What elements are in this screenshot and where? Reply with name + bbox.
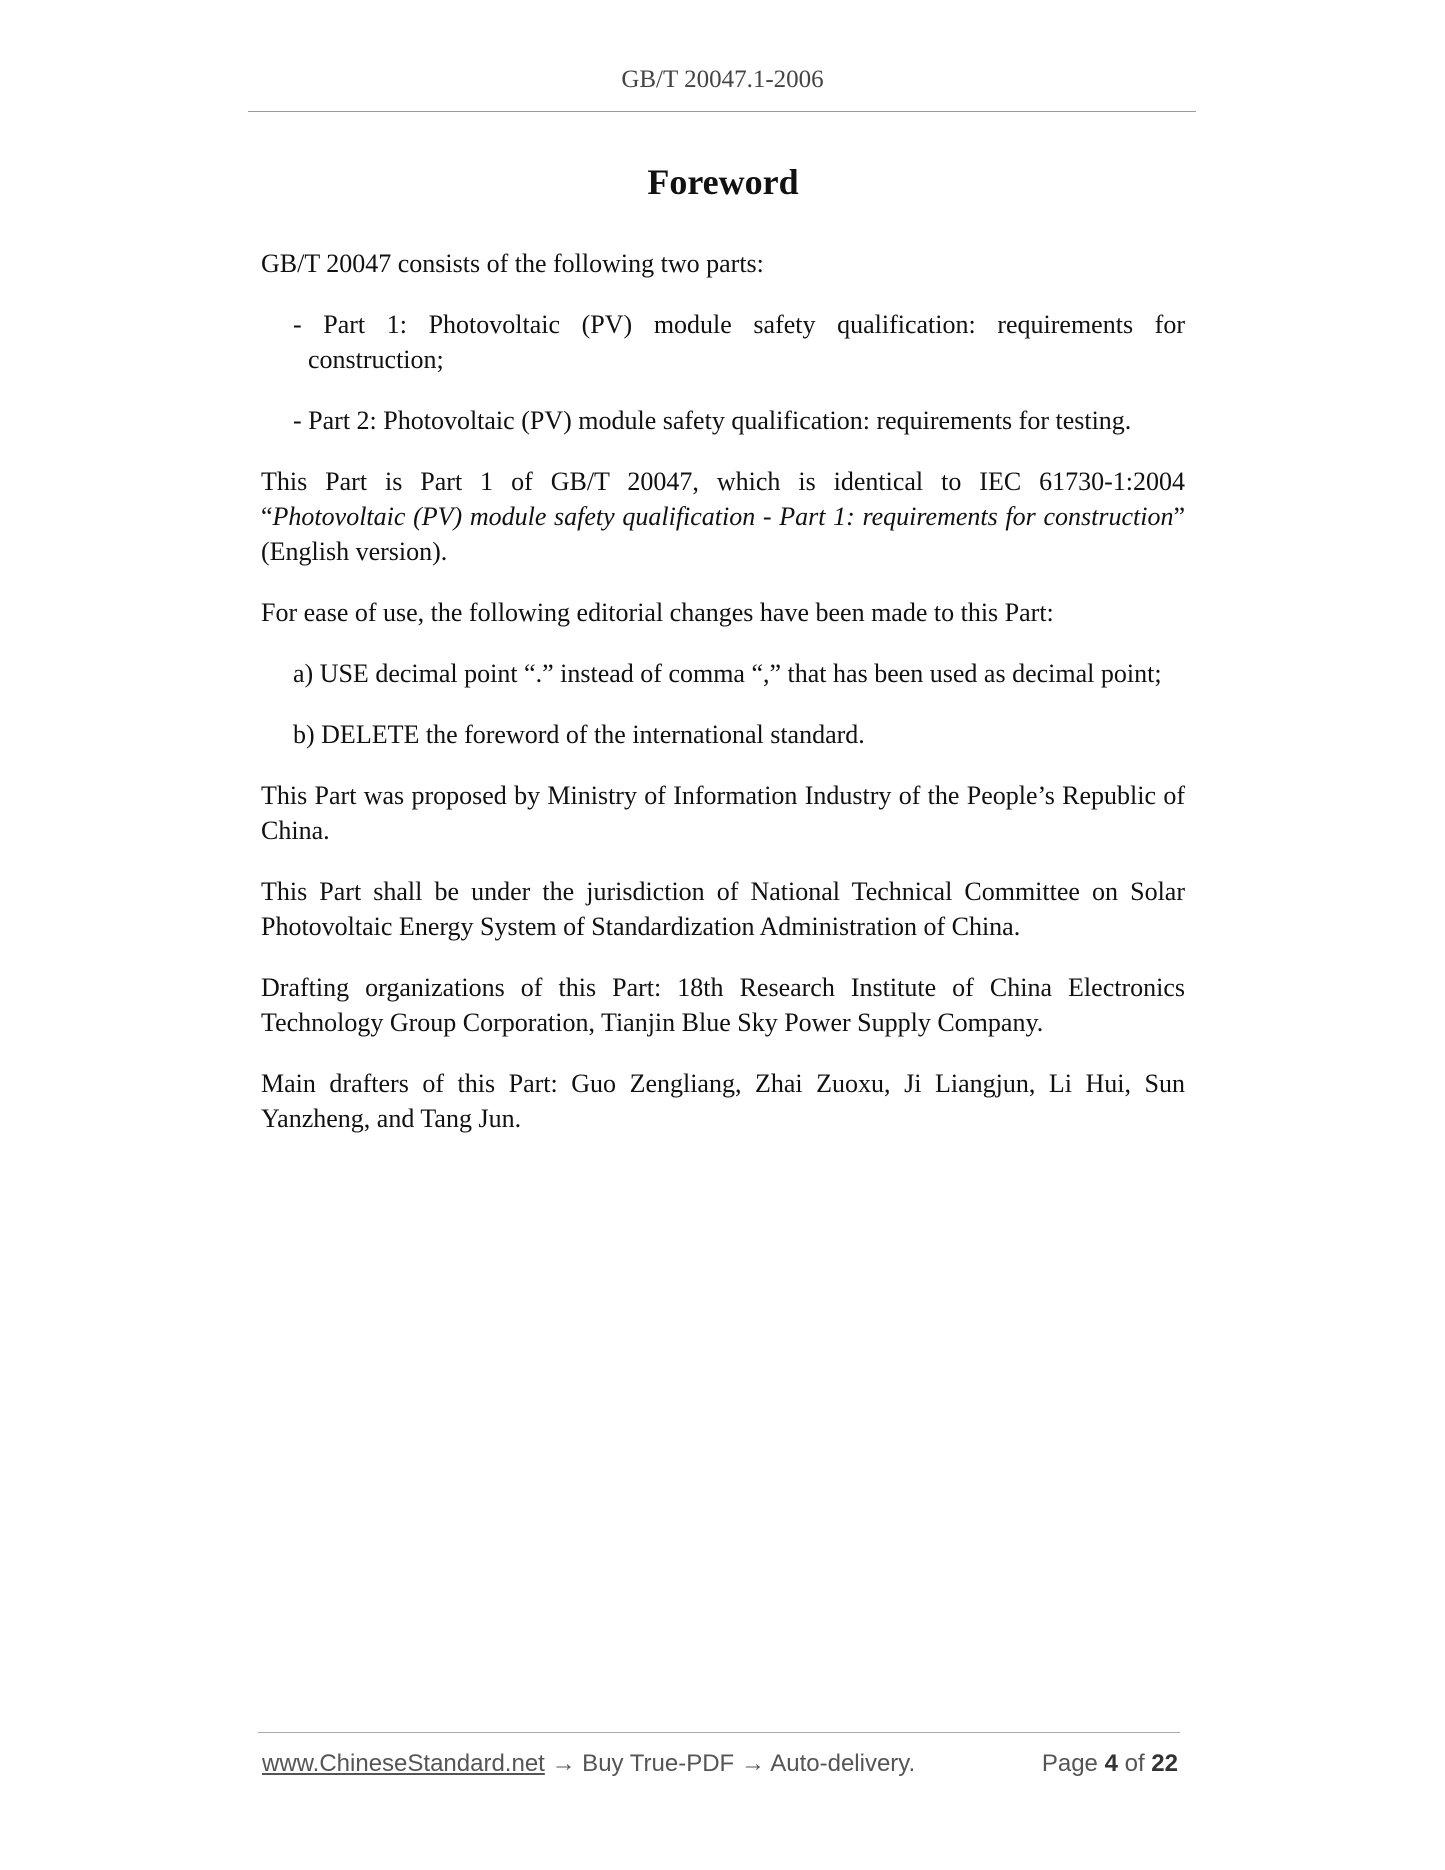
list-item-part-2: - Part 2: Photovoltaic (PV) module safety qualification: requirements for testing. xyxy=(293,406,1132,435)
intro-paragraph: GB/T 20047 consists of the following two parts: xyxy=(261,249,764,278)
editorial-change-b: b) DELETE the foreword of the international standard. xyxy=(293,720,865,749)
list-item-part-1: - Part 1: Photovoltaic (PV) module safety qualification: requirements for construction; xyxy=(293,310,1185,374)
page-indicator xyxy=(1042,1750,1178,1778)
chinesestandard-link[interactable]: www.ChineseStandard.net xyxy=(262,1750,545,1777)
drafting-organizations-paragraph: Drafting organizations of this Part: 18th Research Institute of China Electronics Technology Group Corporation, Tianjin Blue Sky Power Supply Company. xyxy=(261,973,1185,1037)
main-drafters-paragraph: Main drafters of this Part: Guo Zengliang, Zhai Zuoxu, Ji Liangjun, Li Hui, Sun Yanzheng, and Tang Jun. xyxy=(261,1069,1185,1133)
identical-standard-paragraph xyxy=(261,464,1185,569)
editorial-changes-paragraph: For ease of use, the following editorial changes have been made to this Part: xyxy=(261,598,1054,627)
proposer-paragraph: This Part was proposed by Ministry of Information Industry of the People’s Republic of China. xyxy=(261,781,1185,845)
header-divider xyxy=(248,111,1196,112)
document-id-header: GB/T 20047.1-2006 xyxy=(621,66,824,93)
page-title: Foreword xyxy=(647,162,799,202)
page-footer xyxy=(262,1750,1178,1778)
footer-promo-text: → Buy True-PDF → Auto-delivery. xyxy=(544,1750,916,1777)
of-label: of xyxy=(1124,1750,1145,1777)
identical-standard-text-start: This Part is Part 1 of GB/T 20047, which is identical to IEC 61730-1:2004 “ xyxy=(261,467,1185,531)
page-label: Page xyxy=(1041,1750,1098,1777)
total-pages-number: 22 xyxy=(1151,1750,1178,1777)
footer-divider xyxy=(258,1732,1180,1733)
iec-standard-title: Photovoltaic (PV) module safety qualification - Part 1: requirements for construction xyxy=(272,502,1174,531)
page-content xyxy=(261,152,1185,1162)
current-page-number: 4 xyxy=(1104,1750,1118,1777)
identical-standard-text-end: ” (English version). xyxy=(261,502,1185,566)
editorial-change-a: a) USE decimal point “.” instead of comma “,” that has been used as decimal point; xyxy=(293,659,1162,688)
jurisdiction-paragraph: This Part shall be under the jurisdiction of National Technical Committee on Solar Photovoltaic Energy System of Standardization Administration of China. xyxy=(261,877,1185,941)
